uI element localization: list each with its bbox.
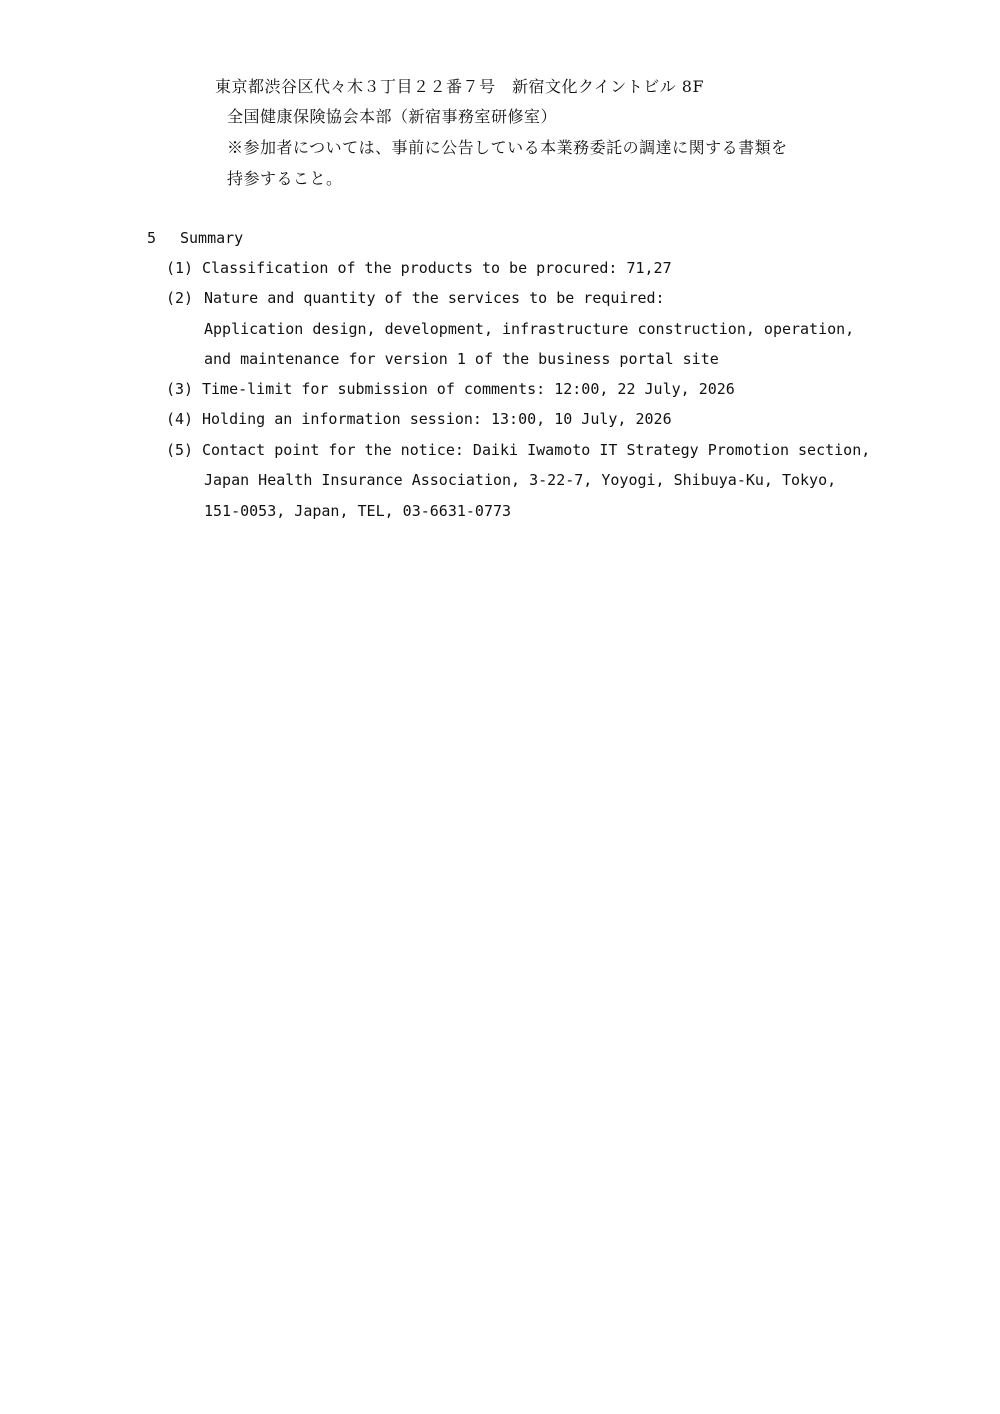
- item-text: 151-0053, Japan, TEL, 03-6631-0773: [204, 502, 512, 520]
- item-number: (4): [166, 410, 194, 428]
- section-heading: Summary: [180, 229, 244, 247]
- item-text: Contact point for the notice: Daiki Iwamoto IT Strategy Promotion section,: [202, 441, 871, 459]
- item-text: Japan Health Insurance Association, 3-22-7, Yoyogi, Shibuya-Ku, Tokyo,: [204, 471, 837, 489]
- participant-note-line-1: ※参加者については、事前に公告している本業務委託の調達に関する書類を: [227, 138, 788, 157]
- item-number: (5): [166, 441, 194, 459]
- item-text: Holding an information session: 13:00, 10 July, 2026: [202, 410, 672, 428]
- item-number: (1): [166, 259, 194, 277]
- venue-organization: 全国健康保険協会本部（新宿事務室研修室）: [227, 107, 558, 126]
- item-number: (3): [166, 380, 194, 398]
- item-number: (2): [166, 289, 194, 307]
- section-number: 5: [147, 229, 157, 247]
- item-text: and maintenance for version 1 of the business portal site: [204, 350, 719, 368]
- item-text: Nature and quantity of the services to be required:: [204, 289, 665, 307]
- item-text: Classification of the products to be procured: 71,27: [202, 259, 672, 277]
- item-text: Application design, development, infrastructure construction, operation,: [204, 320, 855, 338]
- item-text: Time-limit for submission of comments: 12:00, 22 July, 2026: [202, 380, 735, 398]
- participant-note-line-2: 持参すること。: [227, 169, 343, 188]
- venue-address: 東京都渋谷区代々木３丁目２２番７号 新宿文化クイントビル 8F: [215, 77, 705, 96]
